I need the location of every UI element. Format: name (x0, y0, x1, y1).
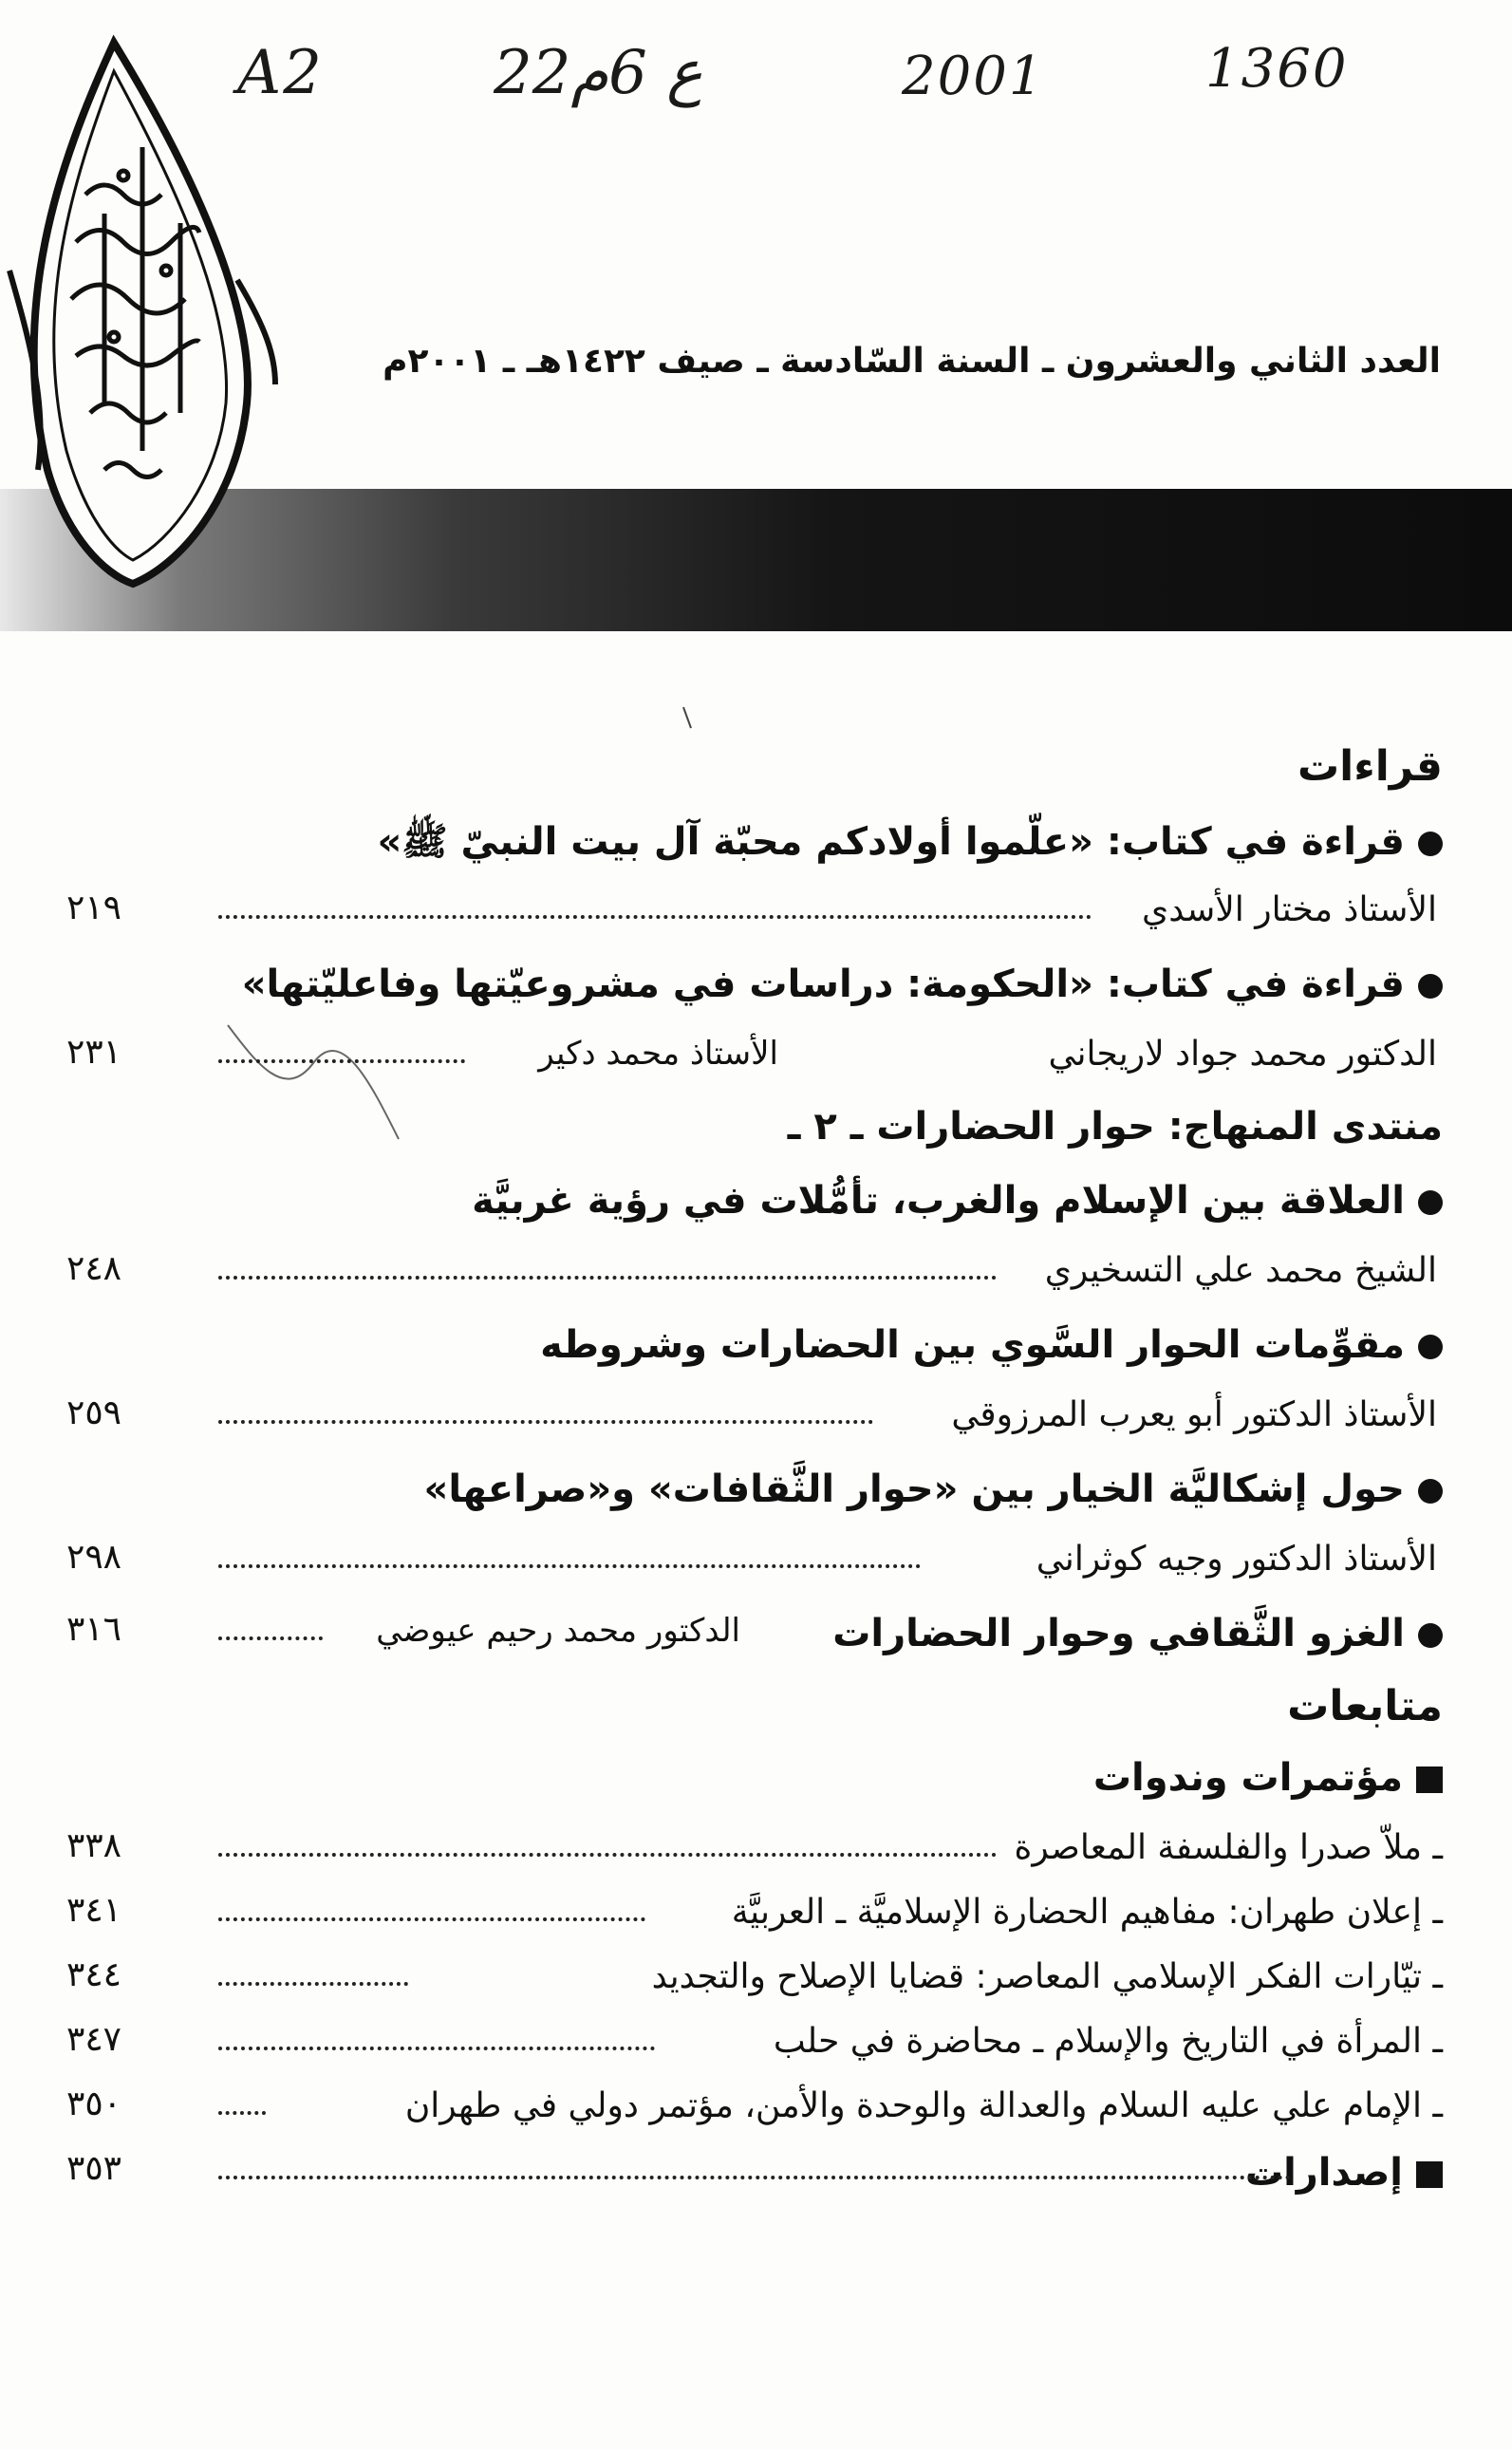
section-title-readings: قراءات (1297, 742, 1443, 791)
leader-dots (218, 1050, 465, 1063)
leader-dots (218, 1972, 408, 1986)
page-number: ٢٤٨ (66, 1249, 122, 1288)
leader-dots (218, 1266, 997, 1280)
author: الدكتور محمد رحيم عيوضي (376, 1612, 740, 1650)
list-item: قراءة في كتاب: «علّموا أولادكم محبّة آل بيت النبيّ ﷺ» (377, 818, 1443, 873)
bullet-icon (1418, 1479, 1443, 1504)
page-number: ٢٣١ (66, 1033, 122, 1072)
leader-dots (218, 1555, 921, 1568)
page-number: ٣٥٣ (66, 2149, 122, 2188)
subsection-title-conferences: مؤتمرات وندوات (1093, 1756, 1443, 1800)
bullet-icon (1418, 1190, 1443, 1215)
bullet-icon (1418, 1623, 1443, 1648)
list-item: ـ ملاّ صدرا والفلسفة المعاصرة (1014, 1828, 1443, 1867)
handwritten-note-a2: A2 (237, 38, 324, 108)
leader-dots (218, 1627, 323, 1640)
list-item: ـ تيّارات الفكر الإسلامي المعاصر: قضايا الإصلاح والتجديد (651, 1957, 1443, 1996)
section-title-forum: منتدى المنهاج: حوار الحضارات ـ ٢ ـ (787, 1105, 1443, 1149)
list-item: العلاقة بين الإسلام والغرب، تأمُّلات في رؤية غربيَّة (472, 1179, 1443, 1223)
list-item: ـ المرأة في التاريخ والإسلام ـ محاضرة في حلب (773, 2022, 1443, 2061)
subsection-title-publications: إصدارات (1245, 2151, 1443, 2195)
leader-dots (218, 2166, 1291, 2179)
page-number: ٣٤١ (66, 1891, 122, 1930)
leader-dots (218, 2037, 655, 2050)
leader-dots (218, 906, 1092, 919)
issue-info: العدد الثاني والعشرون ـ السنة السّادسة ـ صيف ١٤٢٢هـ ـ ٢٠٠١م (383, 342, 1441, 381)
author: الأستاذ مختار الأسدي (1142, 890, 1437, 929)
leader-dots (218, 1908, 645, 1921)
leader-dots (218, 2102, 266, 2115)
page-number: ٣٤٧ (66, 2020, 122, 2059)
section-title-followups: متابعات (1287, 1682, 1443, 1730)
page-number: ٣١٦ (66, 1610, 122, 1649)
author: الدكتور محمد جواد لاريجاني (1048, 1035, 1437, 1074)
bullet-icon (1418, 1335, 1443, 1359)
page-number: ٢١٩ (66, 888, 122, 927)
list-item: ـ الإمام علي عليه السلام والعدالة والوحدة والأمن، مؤتمر دولي في طهران (404, 2086, 1443, 2125)
leader-dots (218, 1843, 997, 1857)
author: الأستاذ محمد دكير (538, 1035, 778, 1073)
page-number: ٣٣٨ (66, 1826, 122, 1865)
list-item: الغزو الثَّقافي وحوار الحضارات (832, 1612, 1443, 1655)
list-item: قراءة في كتاب: «الحكومة: دراسات في مشروعيّتها وفاعليّتها» (242, 963, 1443, 1006)
leader-dots (218, 1411, 873, 1424)
list-item: ـ إعلان طهران: مفاهيم الحضارة الإسلاميَّة ـ العربيَّة (731, 1893, 1443, 1932)
square-bullet-icon (1416, 2161, 1443, 2188)
calligraphy-logo-icon (0, 24, 285, 593)
author: الشيخ محمد علي التسخيري (1044, 1251, 1437, 1290)
handwritten-note-date: 22ع 6م (494, 38, 703, 108)
page-number: ٣٥٠ (66, 2084, 122, 2123)
list-item: حول إشكاليَّة الخيار بين «حوار الثَّقافات» و«صراعها» (423, 1468, 1443, 1511)
page-number: ٣٤٤ (66, 1955, 122, 1994)
author: الأستاذ الدكتور وجيه كوثراني (1036, 1540, 1437, 1579)
page-number: ٢٩٨ (66, 1538, 122, 1577)
list-item: مقوِّمات الحوار السَّوي بين الحضارات وشروطه (540, 1323, 1443, 1367)
bullet-icon (1418, 974, 1443, 999)
author: الأستاذ الدكتور أبو يعرب المرزوقي (951, 1395, 1437, 1434)
handwritten-note-year: 2001 (902, 46, 1045, 107)
page-number: ٢٥٩ (66, 1393, 122, 1432)
handwritten-note-number: 1360 (1205, 38, 1349, 100)
table-of-contents (66, 731, 1443, 2210)
square-bullet-icon (1416, 1767, 1443, 1793)
bullet-icon (1418, 832, 1443, 856)
